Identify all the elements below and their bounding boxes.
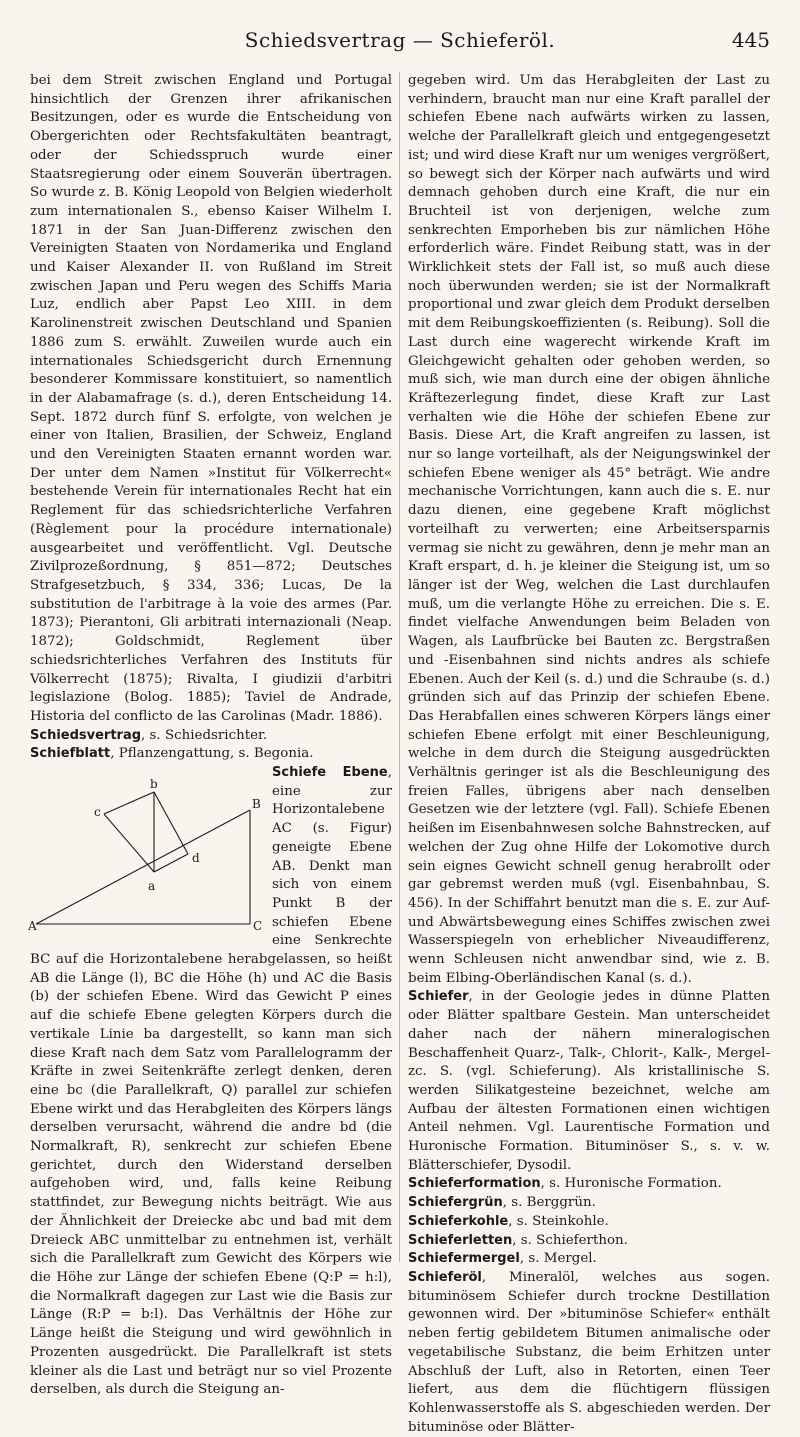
entry-text: , eine zur Horizontalebene AC (s. Figur) geneigte Ebene AB. Denkt man sich von einem Punkt B der schiefen Ebene eine Senkrechte BC auf die Horizontalebene herabgelassen, so heißt AB die Länge (l), BC die Höhe (h) und AC die Basis (b) der schiefen Ebene. Wird das Gewicht P eines auf die schiefe Ebene gelegten Körpers durch die vertikale Linie ba dargestellt, so kann man sich diese Kraft nach dem Satz vom Parallelogramm der Kräfte in zwei Seitenkräfte zerlegt denken, deren eine bc (die Parallelkraft, Q) parallel zur schiefen Ebene wirkt und das Herabgleiten des Körpers längs derselben verursacht, während die andre bd (die Normalkraft, R), senkrecht zur schiefen Ebene gerichtet, durch den Widerstand derselben aufgehoben wird, und, falls keine Reibung stattfindet, zur Bewegung nichts beiträgt. Wie aus der Ähnlichkeit der Dreiecke abc und bad mit dem Dreieck ABC unmittelbar zu entnehmen ist, verhält sich die Parallelkraft zum Gewicht des Körpers wie die Höhe zur Länge der schiefen Ebene (Q:P = h:l), die Normalkraft dagegen zur Last wie die Basis zur Länge (R:P = b:l). Das Verhältnis der Höhe zur Länge heißt die Steigung und wird gewöhnlich in Prozenten ausgedrückt. Die Parallelkraft ist stets kleiner als die Last und beträgt nur so viel Prozente derselben, als durch die Steigung an- bbox=[30, 765, 392, 1398]
entry-schieferformation bbox=[408, 1175, 770, 1194]
line-bd bbox=[154, 792, 188, 854]
entry-keyword: Schieferkohle bbox=[408, 1213, 509, 1229]
entry-keyword: Schieferletten bbox=[408, 1232, 513, 1248]
entry-text: , Pflanzengattung, s. Begonia. bbox=[110, 746, 314, 762]
paragraph-schiefe-ebene-continued: gegeben wird. Um das Herabgleiten der Last zu verhindern, braucht man nur eine Kraft parallel der schiefen Ebene nach aufwärts wirken zu lassen, welche der Parallelkraft gleich und entgegengesetzt ist; und wird diese Kraft nur um weniges vergrößert, so bewegt sich der Körper nach aufwärts und wird demnach gehoben durch eine Kraft, die nur ein Bruchteil ist von derjenigen, welche zum senkrechten Emporheben bis zur nämlichen Höhe erforderlich wäre. Findet Reibung statt, was in der Wirklichkeit stets der Fall ist, so muß auch diese noch überwunden werden; sie ist der Normalkraft proportional und zwar gleich dem Produkt derselben mit dem Reibungskoeffizienten (s. Reibung). Soll die Last durch eine wagerecht wirkende Kraft im Gleichgewicht gehalten oder gehoben werden, so muß sich, wie man durch eine der obigen ähnliche Kräftezerlegung findet, diese Kraft zur Last verhalten wie die Höhe der schiefen Ebene zur Basis. Diese Art, die Kraft angreifen zu lassen, ist nur so lange vorteilhaft, als der Neigungswinkel der schiefen Ebene weniger als 45° beträgt. Wie andre mechanische Vorrichtungen, kann auch die s. E. nur dazu dienen, eine gegebene Kraft möglichst vorteilhaft zu verwerten; eine Arbeitsersparnis vermag sie nicht zu gewähren, denn je mehr man an Kraft erspart, d. h. je kleiner die Steigung ist, um so länger ist der Weg, welchen die Last durchlaufen muß, um die verlangte Höhe zu erreichen. Die s. E. findet vielfache Anwendungen beim Beladen von Wagen, als Laufbrücke bei Bauten zc. Bergstraßen und -Eisenbahnen sind nichts andres als schiefe Ebenen. Auch der Keil (s. d.) und die Schraube (s. d.) gründen sich auf das Prinzip der schiefen Ebene. Das Herabfallen eines schweren Körpers längs einer schiefen Ebene erfolgt mit einer Beschleunigung, welche in dem durch die Steigung ausgedrückten Verhältnis geringer ist als die Beschleunigung des freien Falles, übrigens aber nach denselben Gesetzen wie der letztere (vgl. Fall). Schiefe Ebenen heißen im Eisenbahnwesen solche Bahnstrecken, auf welchen der Zug ohne Hilfe der Lokomotive durch sein eignes Gewicht schnell genug herabrollt oder gar gebremst werden muß (vgl. Eisenbahnbau, S. 456). In der Schiffahrt benutzt man die s. E. zur Auf- und Abwärtsbewegung eines Schiffes zwischen zwei Wasserspiegeln von erheblicher Niveaudifferenz, wenn Schleusen nicht anwendbar sind, wie z. B. beim Elbing-Oberländischen Kanal (s. d.). bbox=[408, 73, 770, 986]
page-number: 445 bbox=[731, 28, 770, 52]
label-B: B bbox=[252, 797, 261, 812]
inclined-plane-figure bbox=[28, 766, 264, 938]
label-C: C bbox=[253, 919, 263, 934]
entry-keyword: Schiefe Ebene bbox=[272, 765, 388, 781]
entry-text: , in der Geologie jedes in dünne Platten oder Blätter spaltbare Gestein. Man unterscheidet daher nach der nähern mineralogischen Beschaffenheit Quarz-, Talk-, Chlorit-, Kalk-, Mergel- zc. S. (vgl. Schieferung). Als kristallinische S. werden Silikatgesteine bezeichnet, welche am Aufbau der ältesten Formationen einen wichtigen Anteil nehmen. Vgl. Laurentische Formation und Huronische Formation. Bituminöser S., s. v. w. Blätterschiefer, Dysodil. bbox=[408, 989, 770, 1173]
left-column bbox=[30, 72, 392, 1400]
entry-keyword: Schiefergrün bbox=[408, 1195, 503, 1211]
entry-text: , s. Berggrün. bbox=[502, 1195, 596, 1211]
entry-schiefer bbox=[408, 988, 770, 1175]
entry-schiefblatt bbox=[30, 745, 392, 764]
entry-keyword: Schieferformation bbox=[408, 1176, 541, 1192]
line-ca bbox=[104, 814, 154, 872]
entry-schieferkohle bbox=[408, 1213, 770, 1232]
entry-keyword: Schiefermergel bbox=[408, 1251, 520, 1267]
page-title: Schiedsvertrag — Schieferöl. bbox=[244, 28, 556, 52]
running-header bbox=[30, 28, 770, 56]
entry-keyword: Schieferöl bbox=[408, 1270, 482, 1285]
entry-text: , s. Huronische Formation. bbox=[540, 1176, 722, 1192]
entry-keyword: Schiedsvertrag bbox=[30, 727, 142, 743]
entry-schiedsvertrag bbox=[30, 727, 392, 746]
label-c: c bbox=[94, 805, 101, 820]
right-column bbox=[408, 72, 770, 1437]
entry-keyword: Schiefblatt bbox=[30, 746, 111, 762]
paragraph-schiedsrichter-continued: bei dem Streit zwischen England und Portugal hinsichtlich der Grenzen ihrer afrikanischen Besitzungen, oder es wurde die Entscheidung von Obergerichten oder Rechtsfakultäten beantragt, oder der Schiedsspruch wurde einer Staatsregierung oder einem Souverän übertragen. So wurde z. B. König Leopold von Belgien wiederholt zum internationalen S., ebenso Kaiser Wilhelm I. 1871 in der San Juan-Differenz zwischen den Vereinigten Staaten von Nordamerika und England und Kaiser Alexander II. von Rußland im Streit zwischen Japan und Peru wegen des Schiffs Maria Luz, endlich aber Papst Leo XIII. in dem Karolinenstreit zwischen Deutschland und Spanien 1886 zum S. erwählt. Zuweilen wurde auch ein internationales Schiedsgericht durch Ernennung besonderer Kommissare konstituiert, so namentlich in der Alabamafrage (s. d.), deren Entscheidung 14. Sept. 1872 durch fünf S. erfolgte, von welchen je einer von Italien, Brasilien, der Schweiz, England und den Vereinigten Staaten ernannt worden war. Der unter dem Namen »Institut für Völkerrecht« bestehende Verein für internationales Recht hat ein Reglement für das schiedsrichterliche Verfahren (Règlement pour la procédure internationale) ausgearbeitet und veröffentlicht. Vgl. Deutsche Zivilprozeßordnung, § 851—872; Deutsches Strafgesetzbuch, § 334, 336; Lucas, De la substitution de l'arbitrage à la voie des armes (Par. 1873); Pierantoni, Gli arbitrati internazionali (Neap. 1872); Goldschmidt, Reglement über schiedsrichterliches Verfahren des Instituts für Völkerrecht (1875); Rivalta, I giudizii d'arbitri legislazione (Bolog. 1885); Taviel de Andrade, Historia del conflicto de las Carolinas (Madr. 1886). bbox=[30, 73, 392, 724]
entry-schieferoel bbox=[408, 1269, 770, 1437]
entry-schiefergruen bbox=[408, 1194, 770, 1213]
entry-schiefermergel bbox=[408, 1250, 770, 1269]
line-AB bbox=[36, 810, 250, 924]
line-da bbox=[154, 854, 188, 872]
entry-schieferletten bbox=[408, 1232, 770, 1251]
label-a: a bbox=[148, 879, 156, 894]
entry-text: , s. Schiedsrichter. bbox=[141, 727, 268, 743]
entry-text: , Mineralöl, welches aus sogen. bituminösem Schiefer durch trockne Destillation gewonnen wird. Der »bituminöse Schiefer« enthält neben fertig gebildetem Bitumen animalische oder vegetabilische Substanz, die beim Erhitzen unter Abschluß der Luft, also in Retorten, einen Teer liefert, aus dem die flüchtigern flüssigen Kohlenwasserstoffe als S. abgeschieden werden. Der bituminöse oder Blätter- bbox=[408, 1270, 770, 1435]
label-A: A bbox=[28, 919, 37, 934]
column-divider bbox=[399, 72, 400, 1262]
entry-text: , s. Steinkohle. bbox=[508, 1213, 609, 1229]
line-bc bbox=[104, 792, 154, 814]
label-d: d bbox=[192, 851, 200, 866]
entry-keyword: Schiefer bbox=[408, 989, 469, 1005]
label-b: b bbox=[150, 777, 158, 792]
entry-text: , s. Mergel. bbox=[519, 1251, 597, 1267]
entry-text: , s. Schieferthon. bbox=[512, 1232, 628, 1248]
